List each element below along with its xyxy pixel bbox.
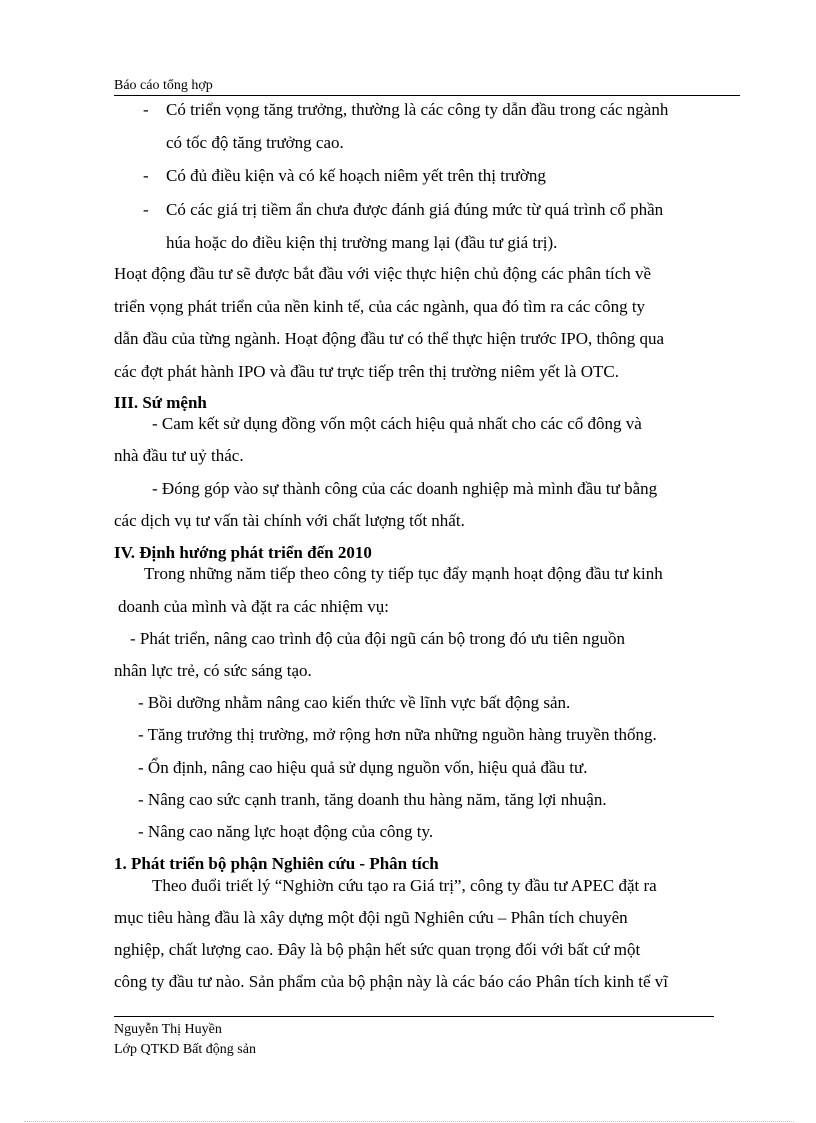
list-item: - Bồi dưỡng nhằm nâng cao kiến thức về lĩnh vực bất động sản. — [138, 693, 571, 712]
paragraph-line: doanh của mình và đặt ra các nhiệm vụ: — [118, 597, 389, 616]
header-title: Báo cáo tổng hợp — [114, 78, 213, 93]
list-item: các dịch vụ tư vấn tài chính với chất lượng tốt nhất. — [114, 511, 465, 530]
paragraph-line: các đợt phát hành IPO và đầu tư trực tiếp trên thị trường niêm yết là OTC. — [114, 362, 619, 381]
paragraph-line: Hoạt động đầu tư sẽ được bắt đầu với việc thực hiện chủ động các phân tích về — [114, 264, 652, 283]
bullet-dash: - — [143, 166, 149, 185]
list-item: Có triển vọng tăng trưởng, thường là các công ty dẫn đầu trong các ngành — [166, 100, 669, 119]
paragraph-line: công ty đầu tư nào. Sản phẩm của bộ phận này là các báo cáo Phân tích kinh tế vĩ — [114, 972, 668, 991]
list-item: - Phát triển, nâng cao trình độ của đội ngũ cán bộ trong đó ưu tiên nguồn — [130, 629, 626, 648]
section-heading: IV. Định hướng phát triển đến 2010 — [114, 543, 372, 562]
paragraph-line: Theo đuổi triết lý “Nghiờn cứu tạo ra Giá trị”, công ty đầu tư APEC đặt ra — [152, 876, 657, 895]
list-item: nhà đầu tư uỷ thác. — [114, 446, 244, 465]
list-item: - Đóng góp vào sự thành công của các doanh nghiệp mà mình đầu tư bằng — [152, 479, 658, 498]
page-edge-dotted-line — [24, 1121, 794, 1122]
list-item: - Ổn định, nâng cao hiệu quả sử dụng nguồn vốn, hiệu quả đầu tư. — [138, 758, 588, 777]
list-item: - Nâng cao năng lực hoạt động của công ty. — [138, 822, 434, 841]
list-item: - Tăng trưởng thị trường, mở rộng hơn nữa những nguồn hàng truyền thống. — [138, 725, 657, 744]
header-divider — [114, 95, 740, 96]
paragraph-line: nghiệp, chất lượng cao. Đây là bộ phận hết sức quan trọng đối với bất cứ một — [114, 940, 641, 959]
paragraph-line: Trong những năm tiếp theo công ty tiếp tục đẩy mạnh hoạt động đầu tư kinh — [144, 564, 663, 583]
bullet-dash: - — [143, 100, 149, 119]
section-heading: 1. Phát triển bộ phận Nghiên cứu - Phân tích — [114, 854, 439, 873]
list-item: nhân lực trẻ, có sức sáng tạo. — [114, 661, 312, 680]
paragraph-line: dẫn đầu của từng ngành. Hoạt động đầu tư có thể thực hiện trước IPO, thông qua — [114, 329, 665, 348]
section-heading: III. Sứ mệnh — [114, 393, 207, 412]
list-item: húa hoặc do điều kiện thị trường mang lại (đầu tư giá trị). — [166, 233, 558, 252]
list-item: Có đủ điều kiện và có kế hoạch niêm yết trên thị trường — [166, 166, 546, 185]
bullet-dash: - — [143, 200, 149, 219]
footer-class: Lớp QTKD Bất động sản — [114, 1042, 256, 1057]
paragraph-line: mục tiêu hàng đầu là xây dựng một đội ngũ Nghiên cứu – Phân tích chuyên — [114, 908, 628, 927]
footer-author: Nguyễn Thị Huyền — [114, 1022, 222, 1037]
list-item: - Cam kết sử dụng đồng vốn một cách hiệu quả nhất cho các cổ đông và — [152, 414, 642, 433]
footer-divider — [114, 1016, 714, 1017]
paragraph-line: triển vọng phát triển của nền kinh tế, của các ngành, qua đó tìm ra các công ty — [114, 297, 646, 316]
list-item: có tốc độ tăng trưởng cao. — [166, 133, 344, 152]
list-item: - Nâng cao sức cạnh tranh, tăng doanh thu hàng năm, tăng lợi nhuận. — [138, 790, 607, 809]
list-item: Có các giá trị tiềm ẩn chưa được đánh giá đúng mức từ quá trình cổ phần — [166, 200, 664, 219]
